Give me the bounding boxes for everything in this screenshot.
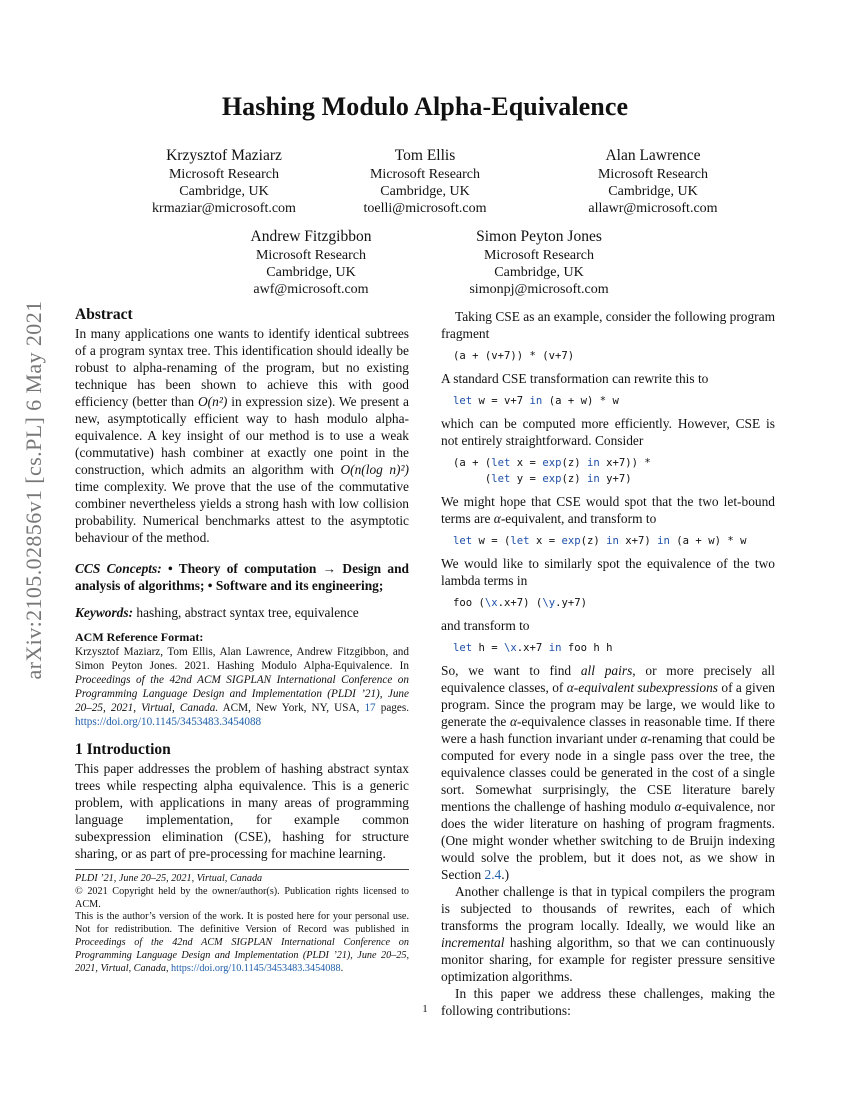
footnote-conference: PLDI ’21, June 20–25, 2021, Virtual, Canada bbox=[75, 873, 263, 884]
author-org: Microsoft Research bbox=[255, 248, 367, 263]
author-block bbox=[419, 227, 659, 298]
footnote-rule bbox=[75, 869, 409, 870]
author-location: Cambridge, UK bbox=[266, 265, 356, 280]
author-block bbox=[191, 227, 431, 298]
paragraph: We might hope that CSE would spot that the two let-bound terms are α-equivalent, and transform to bbox=[441, 494, 775, 526]
author-email: awf@microsoft.com bbox=[253, 282, 369, 297]
footnote-doi-link[interactable]: https://doi.org/10.1145/3453483.3454088 bbox=[171, 962, 341, 974]
code-block: (a + (let x = exp(z) in x+7)) * (let y = exp(z) in y+7) bbox=[453, 457, 651, 485]
paragraph: We would like to similarly spot the equivalence of the two lambda terms in bbox=[441, 556, 775, 588]
author-name: Tom Ellis bbox=[394, 147, 456, 164]
paragraph: In this paper we address these challenges, making the following contributions: bbox=[441, 986, 775, 1018]
keywords bbox=[75, 604, 409, 621]
footnote bbox=[75, 873, 409, 975]
author-name: Simon Peyton Jones bbox=[476, 228, 602, 245]
acm-ref-heading: ACM Reference Format: bbox=[75, 630, 204, 644]
author-location: Cambridge, UK bbox=[380, 184, 470, 199]
footnote-copyright: © 2021 Copyright held by the owner/author(s). Publication rights licensed to ACM. bbox=[75, 885, 409, 910]
author-org: Microsoft Research bbox=[168, 167, 280, 182]
math-complexity: O(n(log n)²) bbox=[340, 462, 409, 477]
right-column bbox=[441, 308, 775, 1019]
code-block: foo (\x.x+7) (\y.y+7) bbox=[453, 597, 587, 609]
abstract-text: In many applications one wants to identify identical subtrees of a program syntax tree. This identification should ideally be robust to alpha-renaming of the program, but no existing technique has been shown to achieve this with good efficiency (better than O(n²) in expression size). We present a new, asymptotically efficient way to hash modulo alpha-equivalence. A key insight of our method is to use a weak (commutative) hash combiner at exactly one point in the construction, which admits an algorithm with O(n(log n)²) time complexity. We prove that the use of the commutative combiner nevertheless yields a strong hash with low collision probability. Numerical benchmarks attest to the asymptotic behaviour of the method. bbox=[75, 326, 409, 545]
author-email: toelli@microsoft.com bbox=[363, 201, 487, 216]
paragraph: Taking CSE as an example, consider the following program fragment bbox=[441, 309, 775, 341]
ccs-concepts bbox=[75, 560, 409, 594]
paragraph: A standard CSE transformation can rewrite this to bbox=[441, 371, 709, 386]
paragraph: and transform to bbox=[441, 618, 530, 633]
keywords-label: Keywords: bbox=[75, 605, 134, 620]
author-block bbox=[533, 146, 773, 217]
page-number: 1 bbox=[422, 1003, 428, 1015]
code-block: let w = (let x = exp(z) in x+7) in (a + w) * w bbox=[453, 535, 747, 547]
author-name: Krzysztof Maziarz bbox=[166, 147, 282, 164]
ccs-label: CCS Concepts: bbox=[75, 561, 162, 576]
doi-link[interactable]: https://doi.org/10.1145/3453483.3454088 bbox=[75, 716, 262, 728]
author-location: Cambridge, UK bbox=[494, 265, 584, 280]
arxiv-stamp bbox=[14, 300, 54, 680]
author-name: Alan Lawrence bbox=[605, 147, 701, 164]
pages-link[interactable]: 17 bbox=[364, 702, 376, 714]
author-email: simonpj@microsoft.com bbox=[469, 282, 609, 297]
author-name: Andrew Fitzgibbon bbox=[250, 228, 372, 245]
math-complexity: O(n²) bbox=[198, 394, 228, 409]
keywords-text: hashing, abstract syntax tree, equivalence bbox=[133, 605, 359, 620]
author-org: Microsoft Research bbox=[597, 167, 709, 182]
intro-text: This paper addresses the problem of hashing abstract syntax trees while respecting alpha equivalence. This is a generic problem, with applications in many areas of programming language implementation, for example common subexpression elimination (CSE), hashing for structure sharing, or as part of pre-processing for machine learning. bbox=[75, 761, 409, 861]
author-location: Cambridge, UK bbox=[608, 184, 698, 199]
acm-ref-text: Krzysztof Maziarz, Tom Ellis, Alan Lawrence, Andrew Fitzgibbon, and Simon Peyton Jones. 2021. Hashing Modulo Alpha-Equivalence. In Proceedings of the 42nd ACM SIGPLAN International Conference on Programming Language Design and Implementation (PLDI ’21), June 20–25, 2021, Virtual, Canada. ACM, New York, NY, USA, 17 pages. https://doi.org/10.1145/3453483.3454088 bbox=[75, 646, 409, 728]
author-email: krmaziar@microsoft.com bbox=[152, 201, 296, 216]
paragraph: which can be computed more efficiently. However, CSE is not entirely straightforward. Consider bbox=[441, 416, 775, 448]
footnote-version: This is the author’s version of the work. It is posted here for your personal use. Not for redistribution. The definitive Version of Record was published in Proceedings of the 42nd ACM SIGPLAN International Conference on Programming Language Design and Implementation (PLDI ’21), June 20–25, 2021, Virtual, Canada, https://doi.org/10.1145/3453483.3454088. bbox=[75, 911, 409, 974]
abstract-heading: Abstract bbox=[75, 306, 133, 323]
ccs-text: • Theory of computation → Design and analysis of algorithms; • Software and its engineering; bbox=[75, 561, 409, 593]
intro-heading: 1 Introduction bbox=[75, 741, 171, 758]
author-org: Microsoft Research bbox=[369, 167, 481, 182]
author-org: Microsoft Research bbox=[483, 248, 595, 263]
arxiv-id: arXiv:2105.02856v1 [cs.PL] 6 May 2021 bbox=[21, 300, 46, 680]
author-location: Cambridge, UK bbox=[179, 184, 269, 199]
paragraph: Another challenge is that in typical compilers the program is subjected to thousands of rewrites, each of which transforms the program locally. Ideally, we would like an incremental hashing algorithm, so that we can continuously monitor sharing, for example for register pressure sensitive optimization algorithms. bbox=[441, 884, 775, 984]
code-block: let w = v+7 in (a + w) * w bbox=[453, 395, 619, 407]
author-email: allawr@microsoft.com bbox=[588, 201, 718, 216]
paragraph: So, we want to find all pairs, or more precisely all equivalence classes, of α-equivalent subexpressions of a given program. Since the program may be large, we would like to generate the α-equivalence classes in reasonable time. If there were a hash function invariant under α-renaming that could be computed for every node in a single pass over the tree, the equivalence classes could be generated in the cost of a single sort. Somewhat surprisingly, the CSE literature barely mentions the challenge of hashing modulo α-equivalence, nor does the wider literature on hashing of program fragments. (One might wonder whether switching to de Bruijn indexing would solve the problem, but it does not, as we show in Section 2.4.) bbox=[441, 663, 776, 882]
code-block: (a + (v+7)) * (v+7) bbox=[453, 350, 575, 362]
left-column bbox=[75, 305, 409, 862]
paper-title: Hashing Modulo Alpha-Equivalence bbox=[221, 92, 629, 121]
author-block bbox=[305, 146, 545, 217]
section-link[interactable]: 2.4 bbox=[484, 867, 502, 882]
code-block: let h = \x.x+7 in foo h h bbox=[453, 642, 613, 654]
